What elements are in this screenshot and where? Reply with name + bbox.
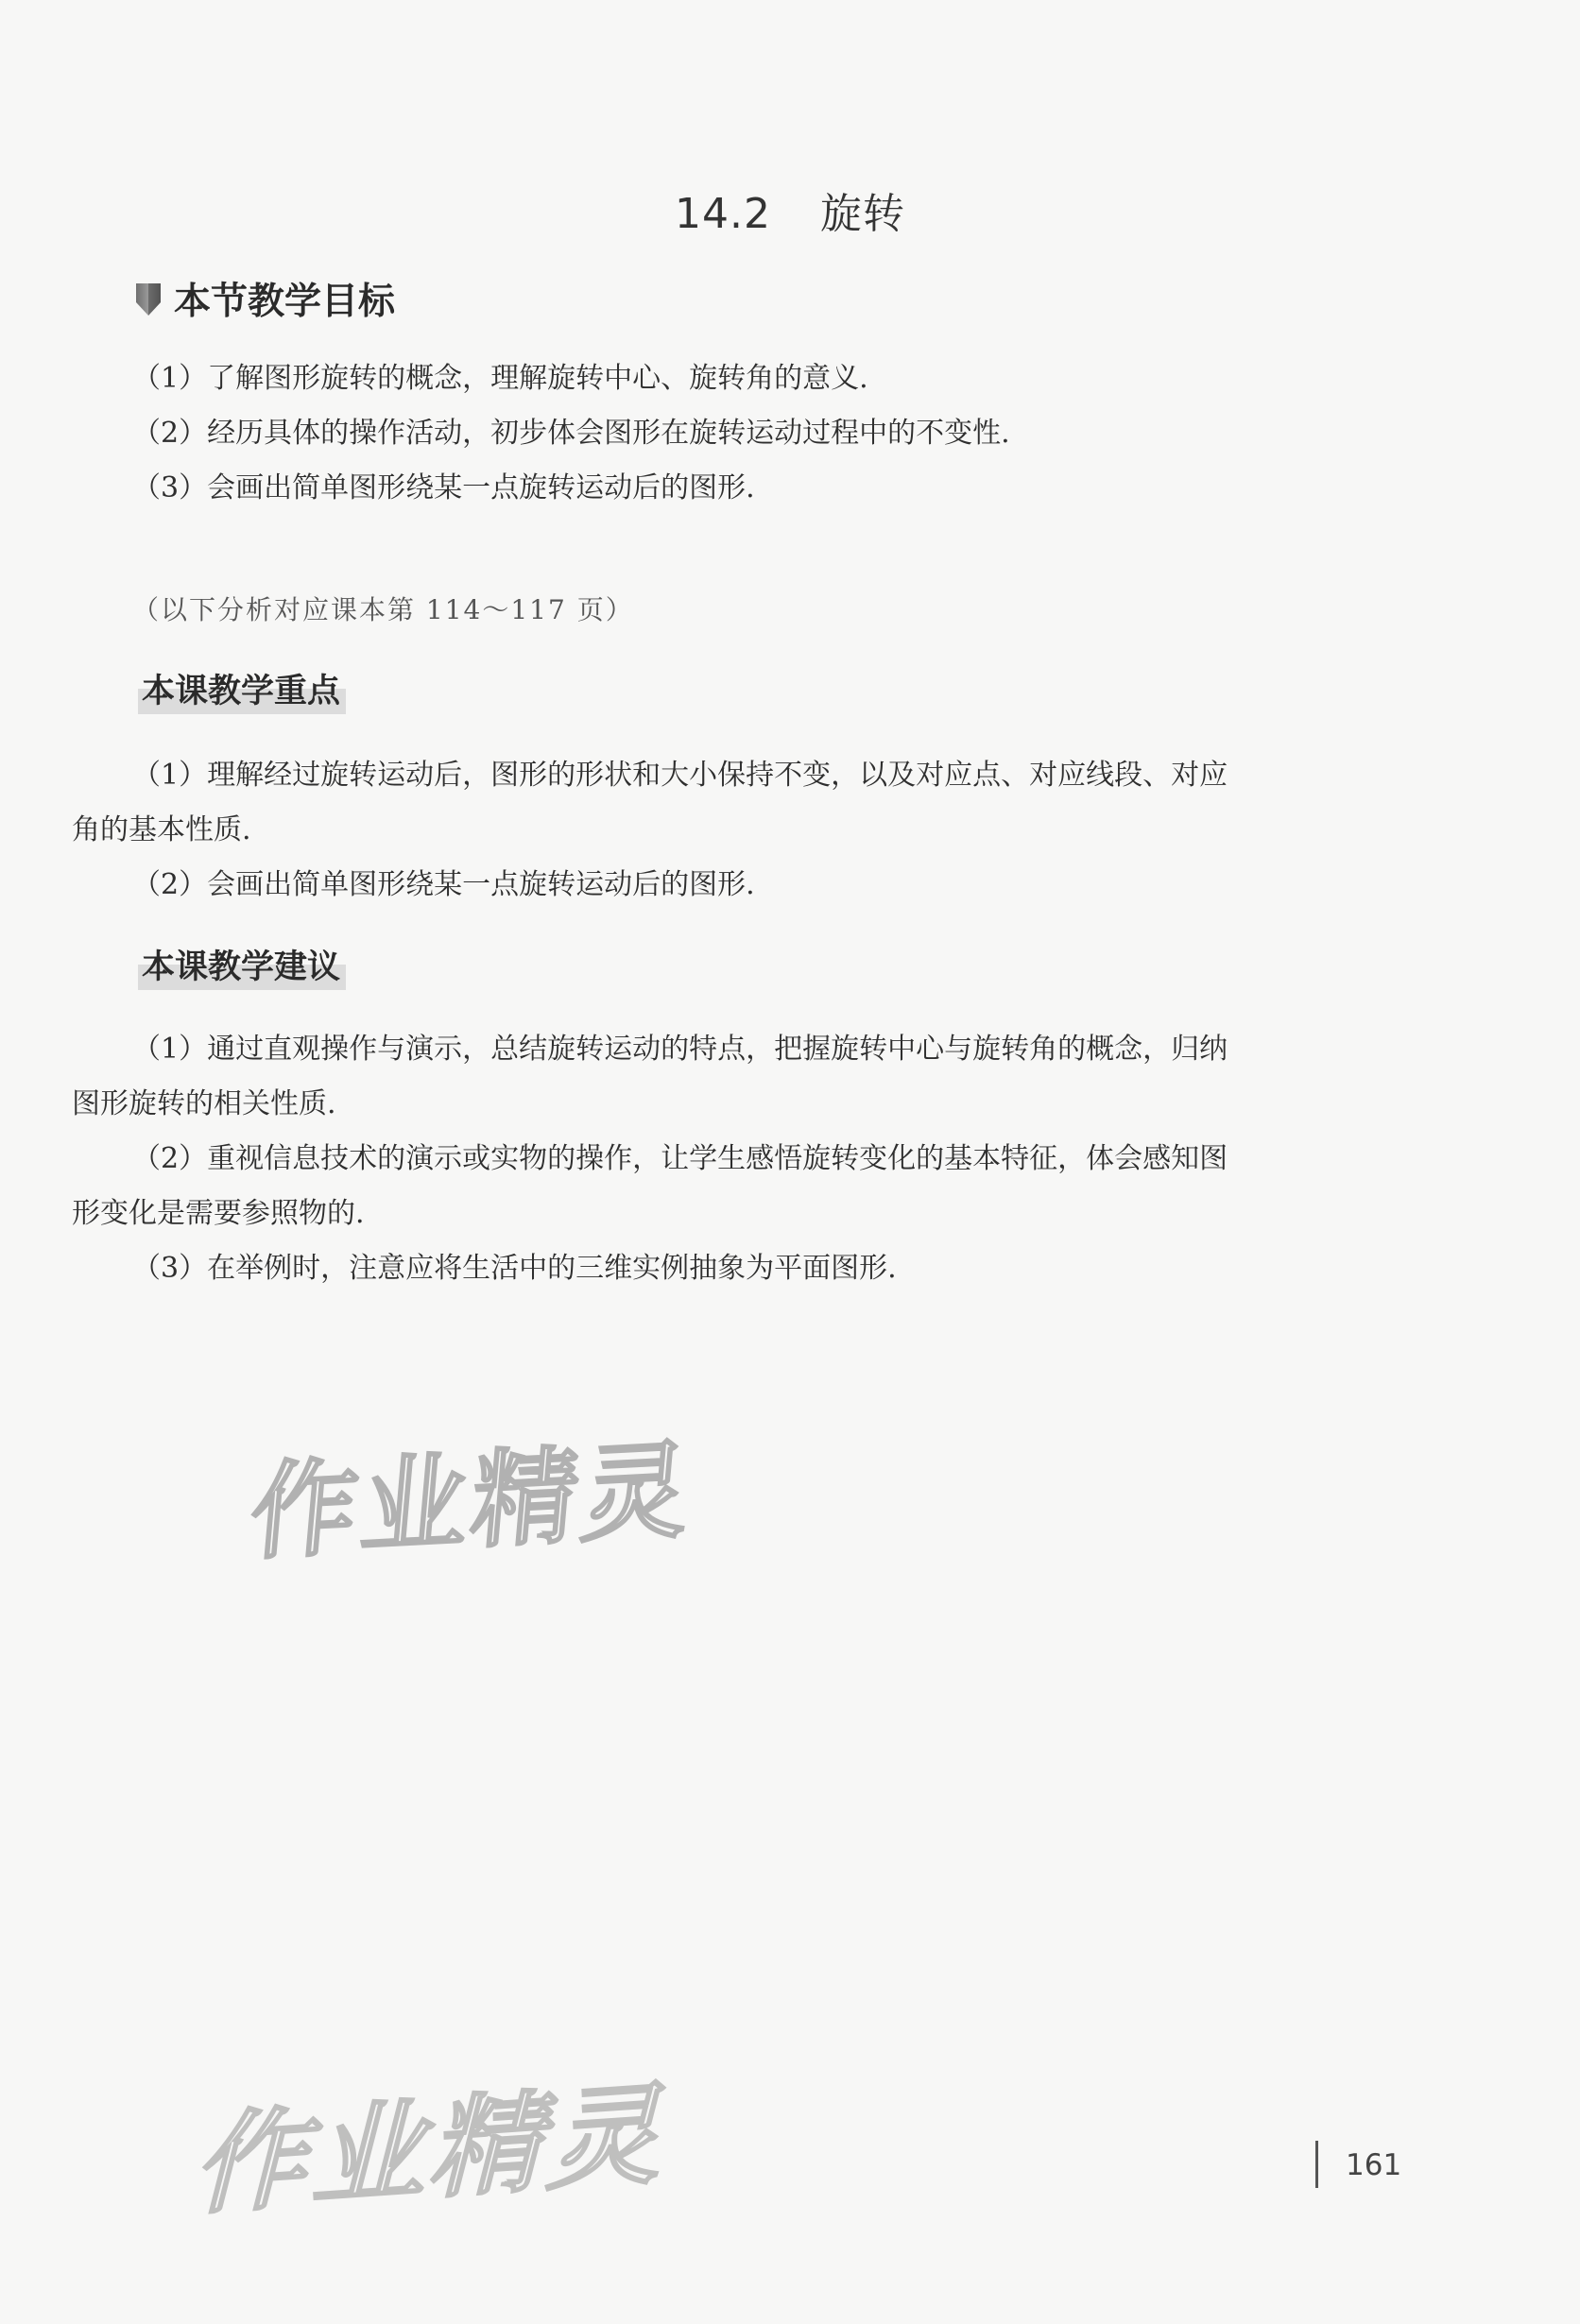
- objectives-heading: [132, 272, 395, 325]
- suggestion-line-3: （2）重视信息技术的演示或实物的操作，让学生感悟旋转变化的基本特征，体会感知图: [132, 1142, 1228, 1175]
- suggestion-line-4: 形变化是需要参照物的.: [72, 1197, 365, 1230]
- objective-item-2: （2）经历具体的操作活动，初步体会图形在旋转运动过程中的不变性.: [132, 417, 1010, 450]
- shield-icon: [132, 280, 164, 317]
- key-point-line-3: （2）会画出简单图形绕某一点旋转运动后的图形.: [132, 868, 755, 901]
- section-number: 14.2: [675, 190, 771, 238]
- suggestion-line-5: （3）在举例时，注意应将生活中的三维实例抽象为平面图形.: [132, 1252, 897, 1285]
- section-title: [0, 179, 1580, 240]
- page-number-divider: [1315, 2141, 1318, 2188]
- page-number: 161: [1346, 2148, 1402, 2182]
- objective-item-1: （1）了解图形旋转的概念，理解旋转中心、旋转角的意义.: [132, 362, 868, 395]
- key-point-line-1: （1）理解经过旋转运动后，图形的形状和大小保持不变，以及对应点、对应线段、对应: [132, 759, 1228, 792]
- suggestions-heading: 本课教学建议: [138, 941, 346, 990]
- suggestion-line-2: 图形旋转的相关性质.: [72, 1087, 336, 1120]
- suggestion-line-1: （1）通过直观操作与演示，总结旋转运动的特点，把握旋转中心与旋转角的概念，归纳: [132, 1033, 1228, 1066]
- section-title-text: 旋转: [819, 190, 905, 238]
- objectives-heading-text: 本节教学目标: [174, 281, 396, 323]
- key-point-line-2: 角的基本性质.: [72, 813, 251, 846]
- watermark-logo: 作业精灵: [185, 2068, 690, 2230]
- page-reference-note: （以下分析对应课本第 114～117 页）: [132, 594, 634, 625]
- key-points-heading: 本课教学重点: [138, 665, 346, 714]
- watermark-logo: 作业精灵: [246, 1428, 698, 1576]
- objective-item-3: （3）会画出简单图形绕某一点旋转运动后的图形.: [132, 471, 755, 504]
